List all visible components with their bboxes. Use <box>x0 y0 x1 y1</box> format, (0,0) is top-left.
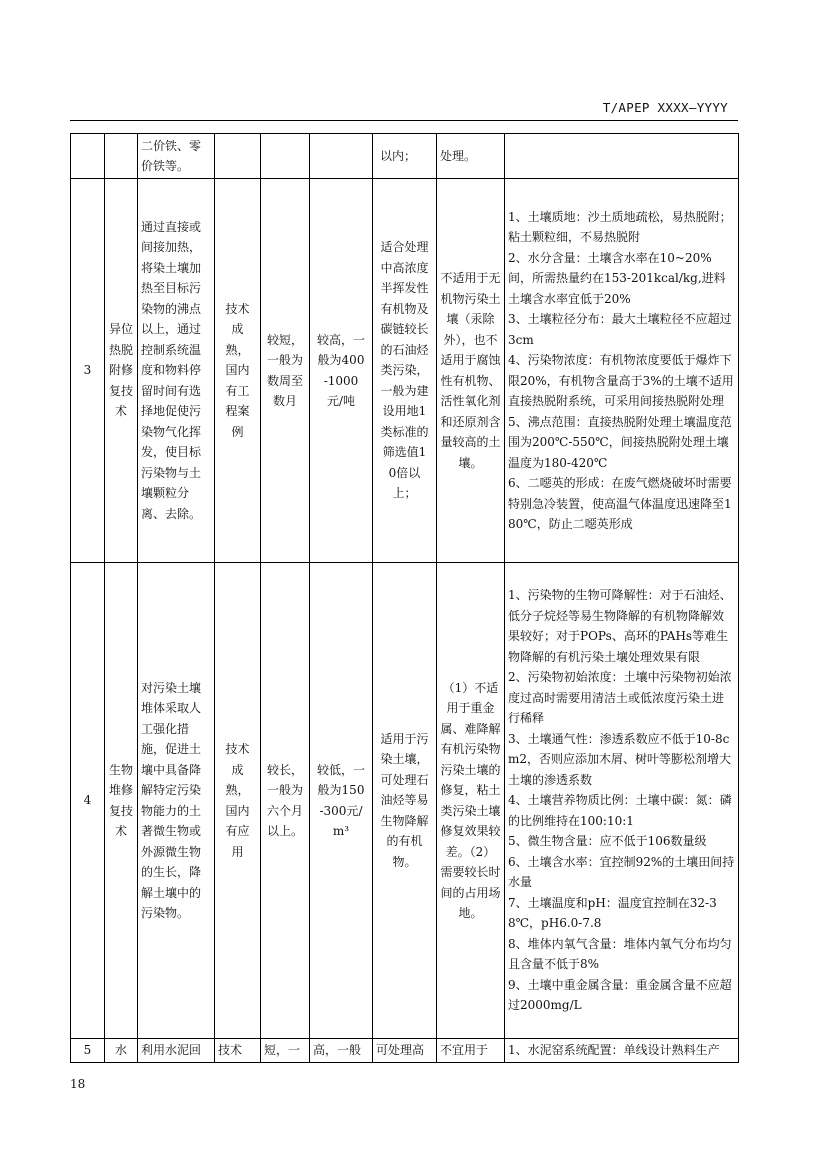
cell-period: 较长，一般为六个月以上。 <box>261 563 310 1039</box>
factor-item: 6、土壤含水率：宜控制92%的土壤田间持水量 <box>508 854 735 890</box>
factor-item: 1、污染物的生物可降解性：对于石油烃、低分子烷烃等易生物降解的有机物降解效果较好；对于POPs、高环的PAHs等难生物降解的有机污染土壤处理效果有限 <box>508 588 732 664</box>
cell-applicability: 以内； <box>373 134 437 179</box>
cell-no: 4 <box>71 563 105 1039</box>
factor-item: 4、污染物浓度：有机物浓度要低于爆炸下限20%，有机物含量高于3%的土壤不适用直接热脱附系统，可采用间接热脱附处理 <box>508 353 734 408</box>
factor-item: 3、土壤粒径分布：最大土壤粒径不应超过3cm <box>508 312 732 347</box>
table-row <box>71 563 739 1039</box>
cell-cost: 高，一般 <box>310 1039 373 1063</box>
factor-item: 5、微生物含量：应不低于106数量级 <box>508 834 707 849</box>
cell-name <box>105 134 138 179</box>
cell-period <box>261 134 310 179</box>
cell-applicability: 适合处理中高浓度半挥发性有机物及碳链较长的石油烃类污染，一般为建设用地1类标准的筛选值10倍以上； <box>373 179 437 563</box>
cell-principle: 通过直接或间接加热，将染土壤加热至目标污染物的沸点以上，通过控制系统温度和物料停留时间有选择地促使污染物气化挥发，使目标污染物与土壤颗粒分离、去除。 <box>138 179 215 563</box>
factor-item: 8、堆体内氧气含量：堆体内氧气分布均匀且含量不低于8% <box>508 936 732 972</box>
cell-limitation: 处理。 <box>437 134 505 179</box>
cell-principle: 利用水泥回 <box>138 1039 215 1063</box>
cell-factors <box>505 134 739 179</box>
cell-period: 较短，一般为数周至数月 <box>261 179 310 563</box>
factor-item: 9、土壤中重金属含量：重金属含量不应超过2000mg/L <box>508 977 732 1013</box>
cell-limitation: 不宜用于 <box>437 1039 505 1063</box>
cell-name: 生物堆修复技术 <box>105 563 138 1039</box>
factor-item: 7、土壤温度和pH：温度宜控制在32-38℃，pH6.0-7.8 <box>508 895 717 931</box>
factor-item: 6、二噁英的形成：在废气燃烧破坏时需要特别急冷装置，使高温气体温度迅速降至180℃，防止二噁英形成 <box>508 476 732 531</box>
table-row <box>71 179 739 563</box>
cell-name: 异位热脱附修复技术 <box>105 179 138 563</box>
cell-factors <box>505 179 739 563</box>
cell-applicability: 适用于污染土壤，可处理石油烃等易生物降解的有机物。 <box>373 563 437 1039</box>
cell-no: 5 <box>71 1039 105 1063</box>
cell-name: 水 <box>105 1039 138 1063</box>
factor-item: 5、沸点范围：直接热脱附处理土壤温度范围为200℃-550℃，间接热脱附处理土壤温度为180-420℃ <box>508 414 732 470</box>
header-divider <box>70 120 738 121</box>
cell-principle: 对污染土壤堆体采取人工强化措施，促进土壤中具备降解特定污染物能力的土著微生物或外源微生物的生长，降解土壤中的污染物。 <box>138 563 215 1039</box>
cell-period: 短，一 <box>261 1039 310 1063</box>
factor-item: 2、污染物初始浓度：土壤中污染物初始浓度过高时需要用清洁土或低浓度污染土进行稀释 <box>508 670 732 726</box>
remediation-technology-table <box>70 133 739 1063</box>
factor-item: 1、土壤质地：沙土质地疏松，易热脱附；粘土颗粒细，不易热脱附 <box>508 209 732 244</box>
factor-item: 3、土壤通气性：渗透系数应不低于10-8cm2，否则应添加木屑、树叶等膨松剂增大土壤的渗透系数 <box>508 731 732 787</box>
factor-item: 1、水泥窑系统配置：单线设计熟料生产 <box>508 1043 720 1058</box>
cell-limitation: 不适用于无机物污染土壤（汞除外），也不适用于腐蚀性有机物、活性氧化剂和还原剂含量较高的土壤。 <box>437 179 505 563</box>
factor-item: 4、土壤营养物质比例：土壤中碳：氮：磷的比例维持在100:10:1 <box>508 793 732 828</box>
cell-factors <box>505 1039 739 1063</box>
factor-item: 2、水分含量：土壤含水率在10~20%间，所需热量约在153-201kcal/kg,进料土壤含水率宜低于20% <box>508 250 726 306</box>
cell-cost: 较低，一般为150-300元/m³ <box>310 563 373 1039</box>
table-row <box>71 1039 739 1063</box>
cell-cost <box>310 134 373 179</box>
cell-maturity <box>215 134 261 179</box>
cell-maturity: 技术成熟，国内有应用 <box>215 563 261 1039</box>
cell-limitation: （1）不适用于重金属、难降解有机污染物污染土壤的修复，粘土类污染土壤修复效果较差。（2）需要较长时间的占用场地。 <box>437 563 505 1039</box>
cell-cost: 较高，一般为400-1000元/吨 <box>310 179 373 563</box>
cell-principle: 二价铁、零价铁等。 <box>138 134 215 179</box>
table-row <box>71 134 739 179</box>
document-code: T/APEP XXXX—YYYY <box>602 100 728 115</box>
page-number: 18 <box>70 1077 86 1091</box>
cell-no <box>71 134 105 179</box>
cell-applicability: 可处理高 <box>373 1039 437 1063</box>
cell-maturity: 技术成熟，国内有工程案例 <box>215 179 261 563</box>
cell-factors <box>505 563 739 1039</box>
cell-maturity: 技术 <box>215 1039 261 1063</box>
cell-no: 3 <box>71 179 105 563</box>
